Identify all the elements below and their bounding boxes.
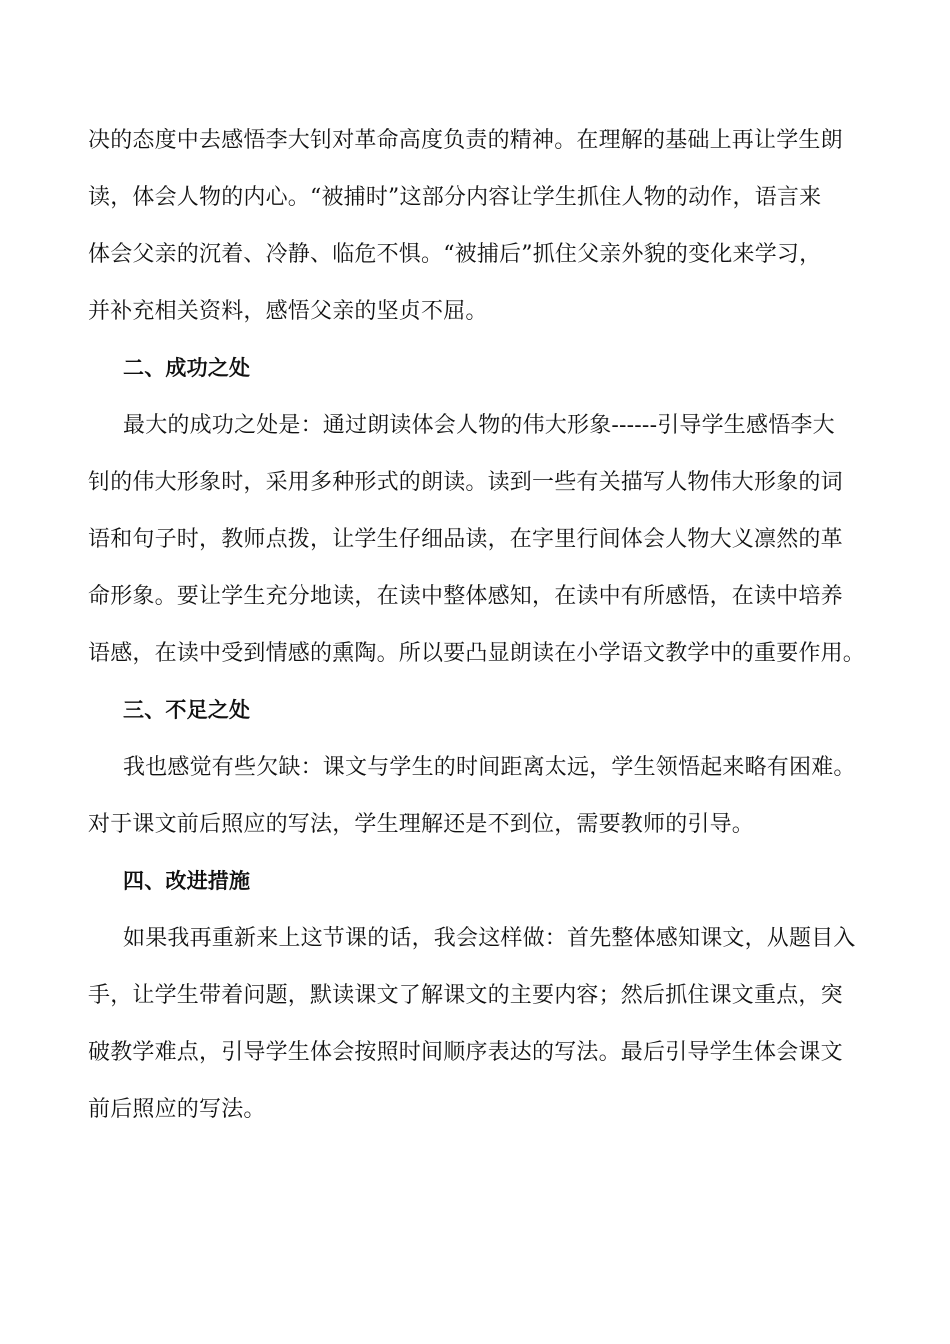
intro-paragraph	[88, 112, 862, 340]
text-line: 体会父亲的沉着、冷静、临危不惧。“被捕后”抓住父亲外貌的变化来学习，	[88, 242, 822, 267]
text-line: 破教学难点，引导学生体会按照时间顺序表达的写法。最后引导学生体会课文	[88, 1040, 843, 1065]
text-line: 我也感觉有些欠缺：课文与学生的时间距离太远，学生领悟起来略有困难。	[123, 755, 856, 780]
text-line: 读，体会人物的内心。“被捕时”这部分内容让学生抓住人物的动作，语言来	[88, 185, 822, 210]
document-page	[88, 112, 866, 1138]
text-line: 决的态度中去感悟李大钊对革命高度负责的精神。在理解的基础上再让学生朗	[88, 128, 843, 153]
section-heading: 三、不足之处	[123, 698, 251, 722]
text-line: 命形象。要让学生充分地读，在读中整体感知，在读中有所感悟，在读中培养	[88, 584, 843, 609]
section-improvements	[88, 853, 862, 1138]
text-line: 前后照应的写法。	[88, 1097, 266, 1122]
text-line: 语和句子时，教师点拨，让学生仔细品读，在字里行间体会人物大义凛然的革	[88, 527, 843, 552]
section-shortcomings	[88, 682, 862, 853]
text-line: 最大的成功之处是：通过朗读体会人物的伟大形象------引导学生感悟李大	[123, 413, 835, 438]
section-success	[88, 340, 866, 682]
text-line: 如果我再重新来上这节课的话，我会这样做：首先整体感知课文，从题目入	[123, 926, 856, 951]
section-heading: 二、成功之处	[123, 356, 251, 380]
text-line: 手，让学生带着问题，默读课文了解课文的主要内容；然后抓住课文重点，突	[88, 983, 843, 1008]
text-line: 对于课文前后照应的写法，学生理解还是不到位，需要教师的引导。	[88, 812, 755, 837]
text-line: 钊的伟大形象时，采用多种形式的朗读。读到一些有关描写人物伟大形象的词	[88, 470, 843, 495]
text-line: 并补充相关资料，感悟父亲的坚贞不屈。	[88, 299, 488, 324]
section-heading: 四、改进措施	[123, 869, 251, 893]
text-line: 语感，在读中受到情感的熏陶。所以要凸显朗读在小学语文教学中的重要作用。	[88, 641, 866, 666]
